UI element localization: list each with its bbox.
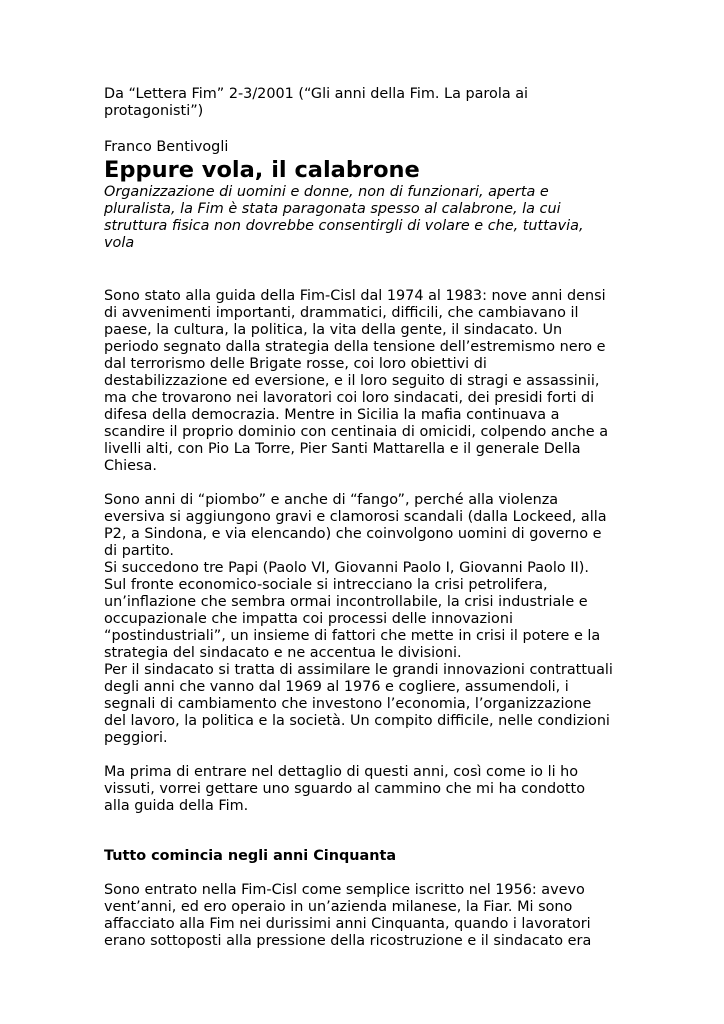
text-line: dal terrorismo delle Brigate rosse, coi loro obiettivi di bbox=[104, 356, 487, 372]
text-line: ma che trovarono nei lavoratori coi loro sindacati, dei presidi forti di bbox=[104, 390, 595, 406]
text-line: un’inflazione che sembra ormai incontrollabile, la crisi industriale e bbox=[104, 594, 588, 610]
text-line: del lavoro, la politica e la società. Un compito difficile, nelle condizioni bbox=[104, 713, 610, 729]
text-line: periodo segnato dalla strategia della tensione dell’estremismo nero e bbox=[104, 339, 606, 355]
text-line: Sono stato alla guida della Fim-Cisl dal 1974 al 1983: nove anni densi bbox=[104, 288, 606, 304]
text-line: “postindustriali”, un insieme di fattori che mette in crisi il potere e la bbox=[104, 628, 601, 644]
text-line: eversiva si aggiungono gravi e clamorosi scandali (dalla Lockeed, alla bbox=[104, 509, 607, 525]
paragraph-3 bbox=[104, 764, 624, 815]
article-subtitle bbox=[104, 184, 624, 252]
subtitle-line: pluralista, la Fim è stata paragonata spesso al calabrone, la cui bbox=[104, 201, 561, 217]
text-line: vent’anni, ed ero operaio in un’azienda milanese, la Fiar. Mi sono bbox=[104, 899, 573, 915]
subtitle-line: vola bbox=[104, 235, 135, 251]
text-line: affacciato alla Fim nei durissimi anni Cinquanta, quando i lavoratori bbox=[104, 916, 591, 932]
text-line: Sul fronte economico-sociale si intrecciano la crisi petrolifera, bbox=[104, 577, 548, 593]
text-line: Sono anni di “piombo” e anche di “fango”, perché alla violenza bbox=[104, 492, 559, 508]
paragraph-1 bbox=[104, 288, 624, 475]
subtitle-line: struttura fisica non dovrebbe consentirgli di volare e che, tuttavia, bbox=[104, 218, 584, 234]
text-line: Ma prima di entrare nel dettaglio di questi anni, così come io li ho bbox=[104, 764, 579, 780]
source-citation bbox=[104, 86, 624, 120]
source-line: protagonisti”) bbox=[104, 103, 204, 119]
text-line: livelli alti, con Pio La Torre, Pier Santi Mattarella e il generale Della bbox=[104, 441, 581, 457]
article-title: Eppure vola, il calabrone bbox=[104, 157, 420, 183]
text-line: Per il sindacato si tratta di assimilare le grandi innovazioni contrattuali bbox=[104, 662, 613, 678]
text-line: Chiesa. bbox=[104, 458, 157, 474]
text-line: segnali di cambiamento che investono l’economia, l’organizzazione bbox=[104, 696, 592, 712]
text-line: difesa della democrazia. Mentre in Sicilia la mafia continuava a bbox=[104, 407, 560, 423]
text-line: occupazionale che impatta coi processi delle innovazioni bbox=[104, 611, 513, 627]
text-line: vissuti, vorrei gettare uno sguardo al cammino che mi ha condotto bbox=[104, 781, 586, 797]
text-line: di avvenimenti importanti, drammatici, difficili, che cambiavano il bbox=[104, 305, 579, 321]
section-heading: Tutto comincia negli anni Cinquanta bbox=[104, 848, 397, 864]
text-line: P2, a Sindona, e via elencando) che coinvolgono uomini di governo e bbox=[104, 526, 602, 542]
subtitle-line: Organizzazione di uomini e donne, non di funzionari, aperta e bbox=[104, 184, 549, 200]
author-name: Franco Bentivogli bbox=[104, 139, 229, 155]
text-line: scandire il proprio dominio con centinaia di omicidi, colpendo anche a bbox=[104, 424, 609, 440]
text-line: erano sottoposti alla pressione della ricostruzione e il sindacato era bbox=[104, 933, 592, 949]
text-line: Si succedono tre Papi (Paolo VI, Giovanni Paolo I, Giovanni Paolo II). bbox=[104, 560, 589, 576]
text-line: Sono entrato nella Fim-Cisl come semplice iscritto nel 1956: avevo bbox=[104, 882, 585, 898]
text-line: degli anni che vanno dal 1969 al 1976 e cogliere, assumendoli, i bbox=[104, 679, 569, 695]
source-line: Da “Lettera Fim” 2-3/2001 (“Gli anni della Fim. La parola ai bbox=[104, 86, 529, 102]
text-line: di partito. bbox=[104, 543, 174, 559]
text-line: strategia del sindacato e ne accentua le divisioni. bbox=[104, 645, 462, 661]
text-line: paese, la cultura, la politica, la vita della gente, il sindacato. Un bbox=[104, 322, 563, 338]
document-page bbox=[104, 86, 624, 950]
text-line: alla guida della Fim. bbox=[104, 798, 249, 814]
text-line: destabilizzazione ed eversione, e il loro seguito di stragi e assassinii, bbox=[104, 373, 600, 389]
paragraph-2 bbox=[104, 492, 624, 747]
paragraph-4 bbox=[104, 882, 624, 950]
text-line: peggiori. bbox=[104, 730, 168, 746]
